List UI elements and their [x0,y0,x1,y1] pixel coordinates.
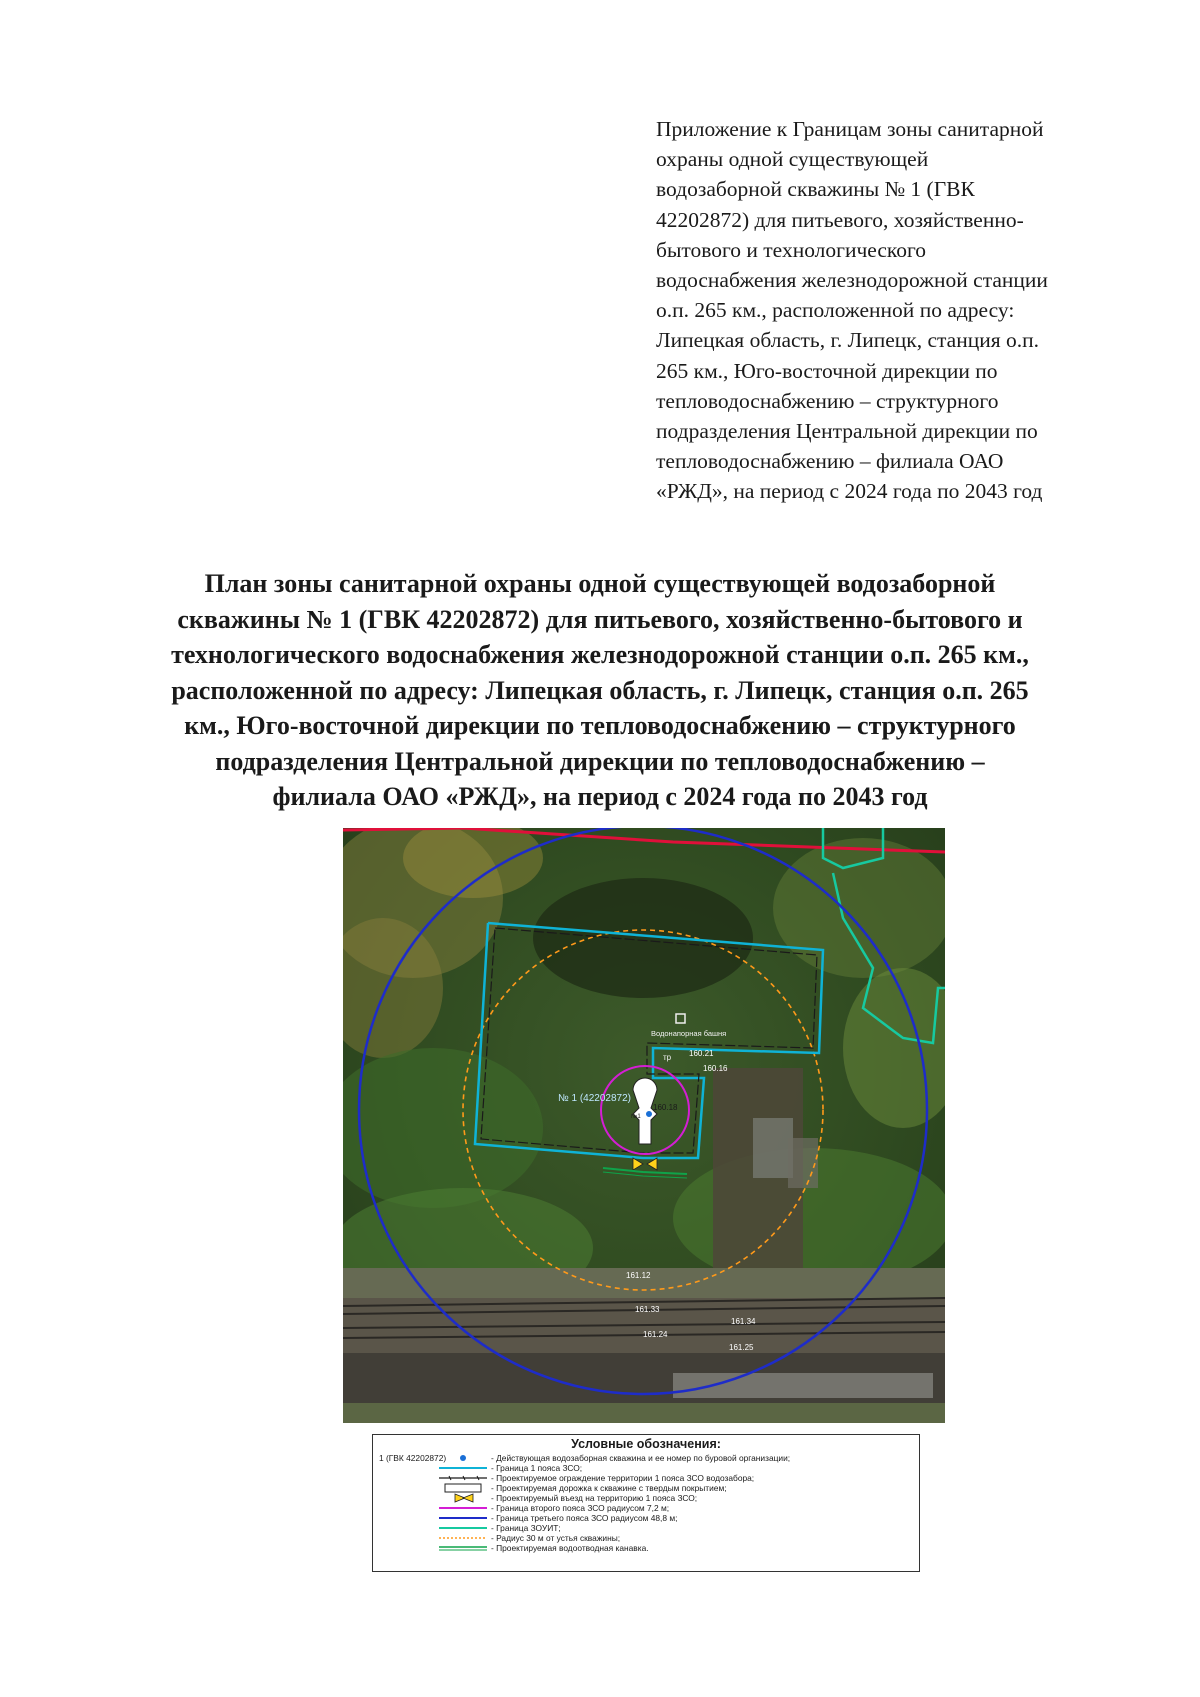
paved-path-icon [437,1483,489,1493]
well-point [646,1111,653,1118]
elevation-label: 161.24 [643,1330,668,1339]
ditch-line-icon [437,1543,489,1553]
site-plan-map [343,828,945,1423]
legend-item-text: - Граница 1 пояса ЗСО; [491,1463,583,1473]
document-title [150,566,1050,815]
appendix-line: водоснабжения железнодорожной станции [656,268,1048,293]
appendix-line: подразделения Центральной дирекции по [656,419,1038,444]
title-line: скважины № 1 (ГВК 42202872) для питьевого, хозяйственно-бытового и [177,604,1023,634]
appendix-line: тепловодоснабжению – структурного [656,388,999,413]
tree-shadow [533,878,753,998]
radius-line-icon [437,1533,489,1543]
title-line: План зоны санитарной охраны одной существующей водозаборной [204,569,996,598]
shed-roof [788,1138,818,1188]
appendix-line: Приложение к Границам зоны санитарной [656,117,1044,141]
water-tower-label: Водонапорная башня [651,1029,727,1038]
elevation-label: 161.33 [635,1305,660,1314]
tree-canopy [773,838,945,978]
fence-line-icon [437,1473,489,1483]
zouit-line-icon [437,1523,489,1533]
elevation-label: 161.34 [731,1317,756,1326]
title-line: филиала ОАО «РЖД», на период с 2024 года по 2043 год [272,782,928,811]
entry-marker-icon [437,1493,489,1503]
title-line: технологического водоснабжения железнодорожной станции о.п. 265 км., [171,640,1029,669]
tp-label: тр [663,1053,672,1062]
legend-title: Условные обозначения: [571,1437,721,1451]
map-legend [372,1434,920,1572]
well-number-label: № 1 (42202872) [558,1093,631,1104]
title-line: км., Юго-восточной дирекции по тепловодоснабжению – структурного [184,711,1016,740]
shed-roof [753,1118,793,1178]
appendix-line: Липецкая область, г. Липецк, станция о.п. [656,328,1040,353]
appendix-line: тепловодоснабжению – филиала ОАО [656,449,1004,474]
legend-item-text: - Проектируемое ограждение территории 1 пояса ЗСО водозабора; [491,1473,755,1483]
legend-item-text: - Граница ЗОУИТ; [491,1523,561,1533]
legend-item-text: - Проектируемая дорожка к скважине с твердым покрытием; [491,1483,727,1493]
legend-item-text: - Граница третьего пояса ЗСО радиусом 48,8 м; [491,1513,678,1523]
appendix-line: бытового и технологического [656,237,927,262]
zone3-line-icon [437,1513,489,1523]
elevation-label: 160.18 [653,1103,678,1112]
appendix-line: водозаборной скважины № 1 (ГВК [656,177,975,202]
appendix-line: 42202872) для питьевого, хозяйственно- [656,207,1024,232]
zone2-line-icon [437,1503,489,1513]
elevation-label: 161.25 [729,1343,754,1352]
appendix-line: «РЖД», на период с 2024 года по 2043 год [656,479,1043,504]
legend-item-text: - Проектируемый въезд на территорию 1 пояса ЗСО; [491,1493,698,1503]
legend-well-label: 1 (ГВК 42202872) [379,1453,447,1463]
elevation-label: 160.16 [703,1064,728,1073]
appendix-line: охраны одной существующей [656,147,929,172]
elevation-label: 160.21 [689,1049,714,1058]
site-plan-svg [343,828,945,1423]
legend-item-text: - Действующая водозаборная скважина и ее номер по буровой организации; [491,1453,791,1463]
title-line: подразделения Центральной дирекции по тепловодоснабжению – [215,746,985,776]
appendix-line: о.п. 265 км., расположенной по адресу: [656,298,1015,323]
well-short-label: №1 [631,1114,641,1120]
well-point-icon [437,1453,489,1463]
title-line: расположенной по адресу: Липецкая область, г. Липецк, станция о.п. 265 [171,675,1029,705]
legend-item-text: - Проектируемая водоотводная канавка. [491,1543,649,1553]
elevation-label: 161.12 [626,1271,651,1280]
legend-item-text: - Граница второго пояса ЗСО радиусом 7,2 м; [491,1503,670,1513]
appendix-line: 265 км., Юго-восточной дирекции по [656,358,998,383]
appendix-note [656,114,1126,507]
grass-strip [343,1403,945,1423]
zone1-line-icon [437,1463,489,1473]
legend-item-text: - Радиус 30 м от устья скважины; [491,1533,621,1543]
